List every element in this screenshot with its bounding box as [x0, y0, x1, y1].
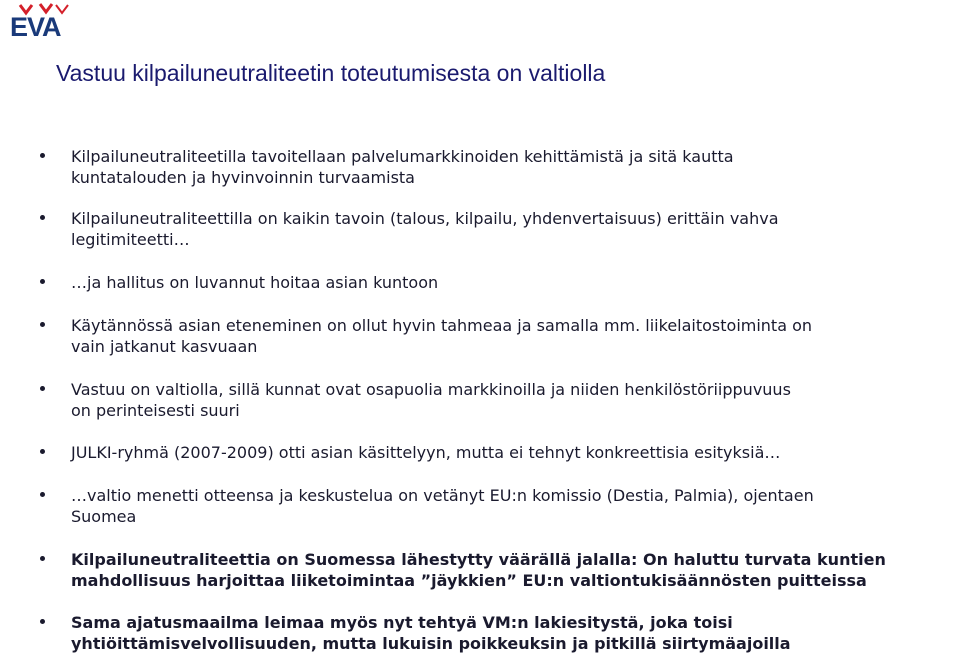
bullet-dot-icon — [40, 556, 45, 561]
bullet-text: Vastuu on valtiolla, sillä kunnat ovat osapuolia markkinoilla ja niiden henkilöstöriippuvuus on perinteisesti suuri — [71, 380, 791, 420]
bullet-dot-icon — [40, 153, 45, 158]
bullet-dot-icon — [40, 386, 45, 391]
bullet-dot-icon — [40, 449, 45, 454]
bullet-text: Sama ajatusmaailma leimaa myös nyt tehtyä VM:n lakiesitystä, joka toisi yhtiöittämisvelvollisuuden, mutta lukuisin poikkeuksin ja pitkillä siirtymäajoilla — [71, 613, 791, 653]
bullet-text: Kilpailuneutraliteettilla on kaikin tavoin (talous, kilpailu, yhdenvertaisuus) erittäin vahva legitimiteetti… — [71, 209, 779, 249]
bullet-text: Kilpailuneutraliteetilla tavoitellaan palvelumarkkinoiden kehittämistä ja sitä kautta kuntatalouden ja hyvinvoinnin turvaamista — [71, 147, 734, 187]
bullet-text: JULKI-ryhmä (2007-2009) otti asian käsittelyyn, mutta ei tehnyt konkreettisia esityksiä… — [71, 443, 781, 462]
slide-title: Vastuu kilpailuneutraliteetin toteutumisesta on valtiolla — [56, 60, 606, 86]
bullet-text: …ja hallitus on luvannut hoitaa asian kuntoon — [71, 273, 439, 292]
bullet-dot-icon — [40, 619, 45, 624]
bullet-text: Käytännössä asian eteneminen on ollut hyvin tahmeaa ja samalla mm. liikelaitostoiminta on vain jatkanut kasvuaan — [71, 316, 813, 356]
eva-logo — [6, 2, 72, 40]
bullet-text: …valtio menetti otteensa ja keskustelua on vetänyt EU:n komissio (Destia, Palmia), ojentaen Suomea — [71, 486, 814, 526]
bullet-dot-icon — [40, 492, 45, 497]
bullet-text: Kilpailuneutraliteettia on Suomessa lähestytty väärällä jalalla: On haluttu turvata kuntien mahdollisuus harjoittaa liiketoimintaa ”jäykkien” EU:n valtiontukisäännösten puitteissa — [71, 550, 886, 590]
bullet-dot-icon — [40, 322, 45, 327]
logo-text: EVA — [10, 12, 61, 42]
bullet-dot-icon — [40, 279, 45, 284]
bullet-dot-icon — [40, 215, 45, 220]
